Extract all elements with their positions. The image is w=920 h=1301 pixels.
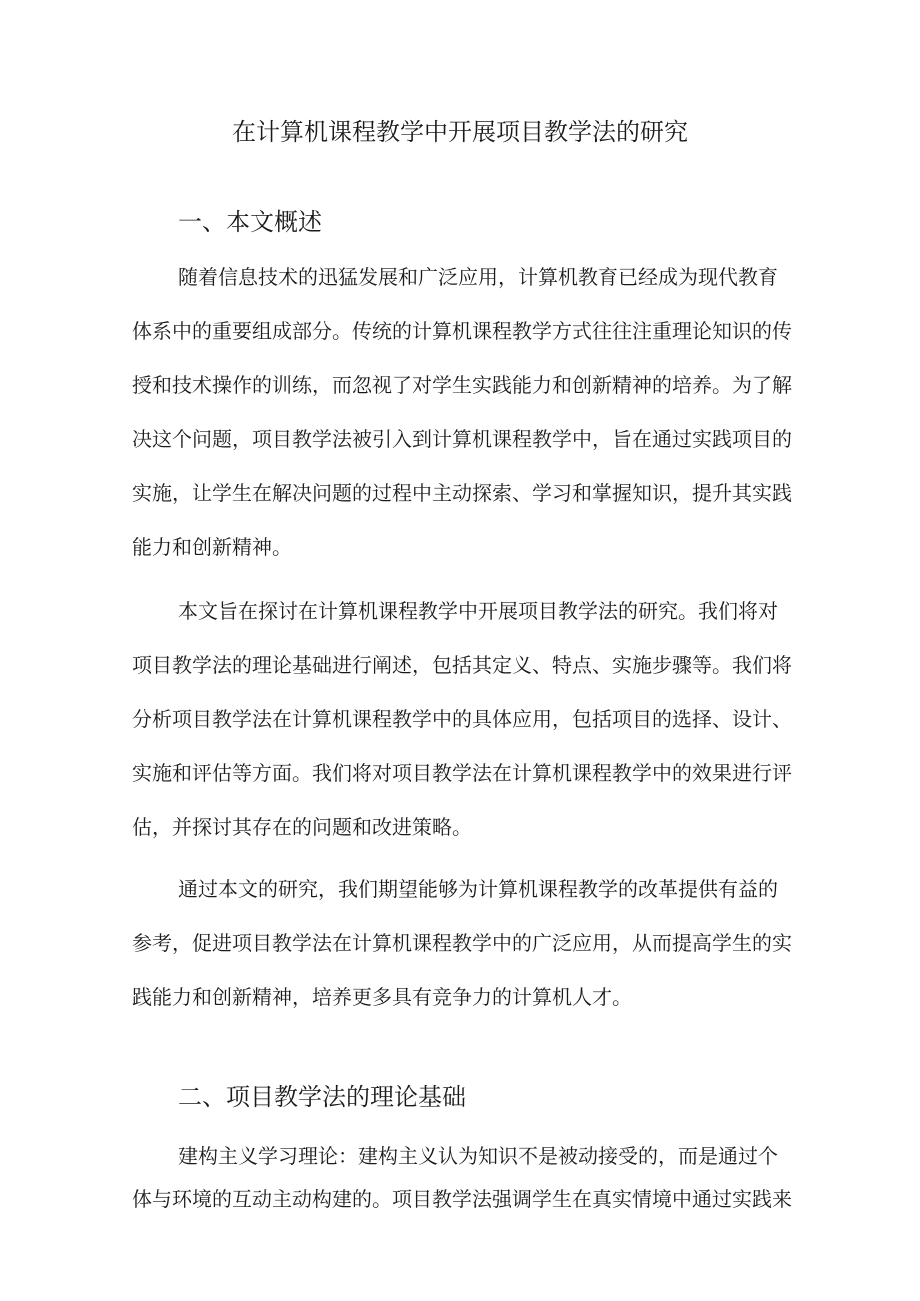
paragraph-line: 体与环境的互动主动构建的。项目教学法强调学生在真实情境中通过实践来 [132, 1187, 792, 1211]
paragraph-line: 项目教学法的理论基础进行阐述，包括其定义、特点、实施步骤等。我们将 [132, 653, 792, 677]
paragraph-line: 实施，让学生在解决问题的过程中主动探索、学习和掌握知识，提升其实践 [132, 481, 792, 505]
paragraph-line: 随着信息技术的迅猛发展和广泛应用，计算机教育已经成为现代教育 [178, 265, 778, 289]
paragraph-line: 体系中的重要组成部分。传统的计算机课程教学方式往往注重理论知识的传 [132, 319, 792, 343]
section-heading-overview: 一、本文概述 [178, 208, 322, 236]
document-title: 在计算机课程教学中开展项目教学法的研究 [232, 118, 688, 146]
paragraph-line: 能力和创新精神。 [132, 535, 292, 559]
paragraph-line: 估，并探讨其存在的问题和改进策略。 [132, 815, 472, 839]
section-heading-theory: 二、项目教学法的理论基础 [178, 1083, 466, 1111]
paragraph-line: 建构主义学习理论：建构主义认为知识不是被动接受的，而是通过个 [178, 1144, 778, 1168]
paragraph-line: 决这个问题，项目教学法被引入到计算机课程教学中，旨在通过实践项目的 [132, 427, 792, 451]
paragraph-line: 实施和评估等方面。我们将对项目教学法在计算机课程教学中的效果进行评 [132, 761, 792, 785]
paragraph-line: 通过本文的研究，我们期望能够为计算机课程教学的改革提供有益的 [178, 877, 778, 901]
paragraph-line: 参考，促进项目教学法在计算机课程教学中的广泛应用，从而提高学生的实 [132, 931, 792, 955]
paragraph-line: 授和技术操作的训练，而忽视了对学生实践能力和创新精神的培养。为了解 [132, 373, 792, 397]
paragraph-line: 本文旨在探讨在计算机课程教学中开展项目教学法的研究。我们将对 [178, 599, 778, 623]
paragraph-line: 分析项目教学法在计算机课程教学中的具体应用，包括项目的选择、设计、 [132, 707, 792, 731]
paragraph-line: 践能力和创新精神，培养更多具有竞争力的计算机人才。 [132, 985, 632, 1009]
